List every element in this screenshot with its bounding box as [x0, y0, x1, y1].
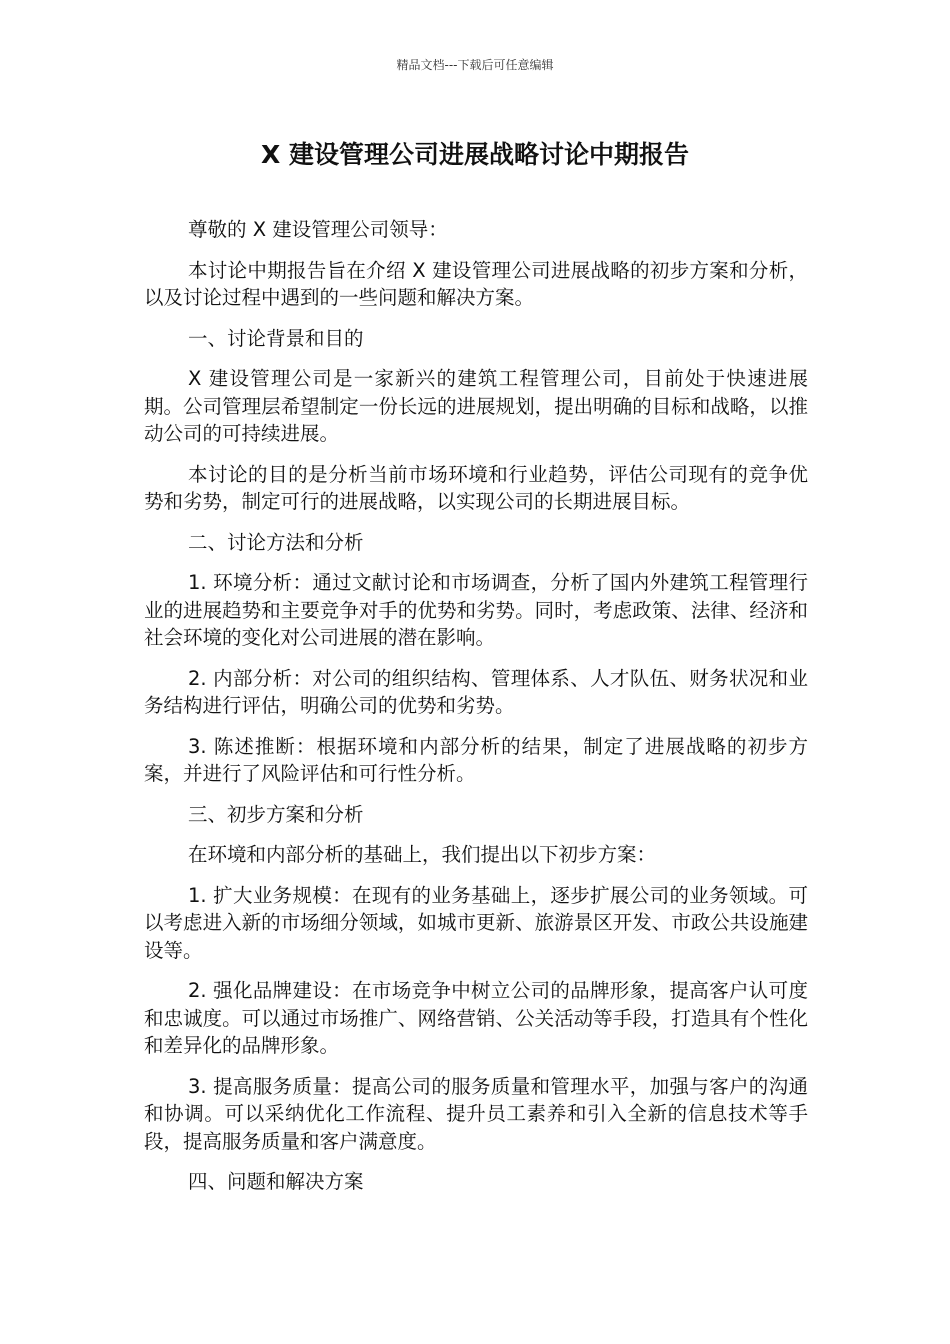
document-body	[144, 216, 808, 1209]
page-header: 精品文档---下载后可任意编辑	[396, 58, 554, 72]
plan-brand-building: 2. 强化品牌建设：在市场竞争中树立公司的品牌形象，提高客户认可度和忠诚度。可以通过市场推广、网络营销、公关活动等手段，打造具有个性化和差异化的品牌形象。	[144, 979, 808, 1057]
method-environment-analysis: 1. 环境分析：通过文献讨论和市场调查，分析了国内外建筑工程管理行业的进展趋势和主要竞争对手的优势和劣势。同时，考虑政策、法律、经济和社会环境的变化对公司进展的潜在影响。	[144, 571, 808, 649]
section-heading-methods: 二、讨论方法和分析	[188, 530, 364, 554]
purpose-paragraph: 本讨论的目的是分析当前市场环境和行业趋势，评估公司现有的竞争优势和劣势，制定可行的进展战略，以实现公司的长期进展目标。	[144, 462, 808, 513]
section-heading-plan: 三、初步方案和分析	[188, 802, 364, 826]
plan-service-quality: 3. 提高服务质量：提高公司的服务质量和管理水平，加强与客户的沟通和协调。可以采纳优化工作流程、提升员工素养和引入全新的信息技术等手段，提高服务质量和客户满意度。	[144, 1074, 808, 1153]
document-title: X 建设管理公司进展战略讨论中期报告	[261, 140, 689, 169]
background-paragraph: X 建设管理公司是一家新兴的建筑工程管理公司，目前处于快速进展期。公司管理层希望制定一份长远的进展规划，提出明确的目标和战略，以推动公司的可持续进展。	[144, 367, 808, 445]
plan-expand-business: 1. 扩大业务规模：在现有的业务基础上，逐步扩展公司的业务领域。可以考虑进入新的市场细分领域，如城市更新、旅游景区开发、市政公共设施建设等。	[144, 883, 808, 962]
method-internal-analysis: 2. 内部分析：对公司的组织结构、管理体系、人才队伍、财务状况和业务结构进行评估，明确公司的优势和劣势。	[144, 666, 808, 717]
section-heading-background: 一、讨论背景和目的	[188, 326, 364, 350]
plan-intro-paragraph: 在环境和内部分析的基础上，我们提出以下初步方案：	[188, 843, 657, 866]
salutation: 尊敬的 X 建设管理公司领导：	[188, 218, 448, 241]
method-inference: 3. 陈述推断：根据环境和内部分析的结果，制定了进展战略的初步方案，并进行了风险评估和可行性分析。	[144, 734, 808, 785]
section-heading-problems: 四、问题和解决方案	[188, 1170, 364, 1193]
intro-paragraph: 本讨论中期报告旨在介绍 X 建设管理公司进展战略的初步方案和分析，以及讨论过程中遇到的一些问题和解决方案。	[144, 258, 808, 309]
